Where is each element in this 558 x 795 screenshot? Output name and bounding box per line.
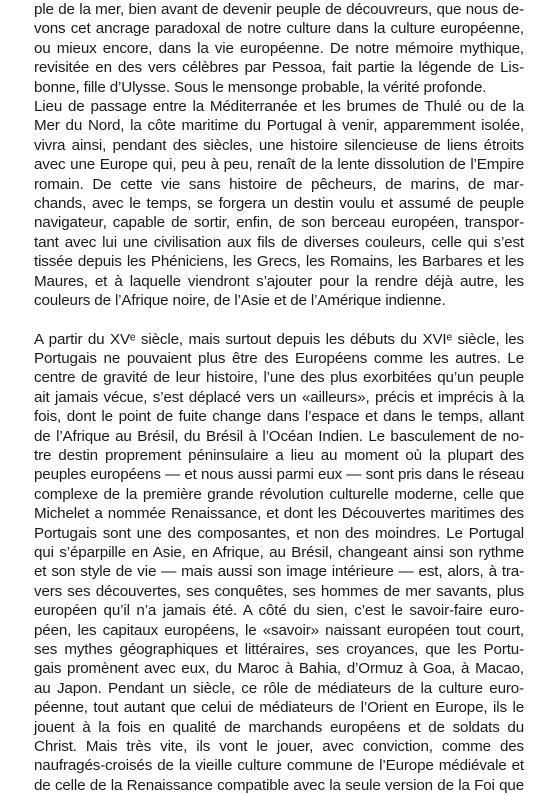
text-line: jouent à la fois en qualité de marchands européens et de soldats du: [34, 718, 524, 737]
text-line: Michelet a nommée Renaissance, et dont les Découvertes maritimes des: [34, 504, 524, 523]
text-line: gais promènent avec eux, du Maroc à Bahia, d’Ormuz à Goa, à Macao,: [34, 659, 524, 678]
text-line: complexe de la première grande révolution culturelle moderne, celle que: [34, 485, 524, 504]
text-line: péenne, tout autant que celui de médiateurs de l’Orient en Europe, ils le: [34, 698, 524, 717]
text-line: péen, les capitaux européens, le «savoir» naissant européen tout court,: [34, 621, 524, 640]
text-line: de l’Afrique au Brésil, du Brésil à l’Océan Indien. Le basculement de no-: [34, 427, 524, 446]
text-line: Mer du Nord, la côte maritime du Portugal à venir, apparemment isolée,: [34, 116, 524, 135]
text-line: bonne, fille d’Ulysse. Sous le mensonge probable, la vérité profonde.: [34, 78, 524, 97]
text-line: tre destin proprement péninsulaire a lieu au moment où la plupart des: [34, 446, 524, 465]
text-line: Portugais ne pouvaient plus être des Européens comme les autres. Le: [34, 349, 524, 368]
text-line: A partir du XVᵉ siècle, mais surtout depuis les débuts du XVIᵉ siècle, les: [34, 330, 524, 349]
text-line: peuples européens — et nous aussi parmi eux — sont pris dans le réseau: [34, 465, 524, 484]
text-line: au Japon. Pendant un siècle, ce rôle de médiateurs de la culture euro-: [34, 679, 524, 698]
text-line: Maures, et à laquelle viendront s’ajouter pour la rendre déjà autre, les: [34, 272, 524, 291]
text-line: revisitée en des vers célèbres par Pessoa, fait partie la légende de Lis-: [34, 58, 524, 77]
paragraph-1: [34, 0, 524, 311]
text-line: centre de gravité de leur histoire, l’une des plus exorbitées qu’un peuple: [34, 368, 524, 387]
text-line: couleurs de l’Afrique noire, de l’Asie et de l’Amérique indienne.: [34, 291, 524, 310]
text-line: navigateur, capable de sortir, enfin, de son berceau européen, transpor-: [34, 213, 524, 232]
text-line: fois, dont le point de fuite change dans l’espace et dans le temps, allant: [34, 407, 524, 426]
text-line: européen qu’il n’a jamais été. A côté du sien, c’est le savoir-faire euro-: [34, 601, 524, 620]
text-line: vons cet ancrage paradoxal de notre culture dans la culture européenne,: [34, 19, 524, 38]
document-page: [34, 0, 524, 795]
text-line: ses mythes géographiques et littéraires, ses croyances, que les Portu-: [34, 640, 524, 659]
text-line: ou mieux encore, dans la vie européenne. De notre mémoire mythique,: [34, 39, 524, 58]
text-line: vers ses découvertes, ses conquêtes, ses hommes de mer savants, plus: [34, 582, 524, 601]
text-line: Lieu de passage entre la Méditerranée et les brumes de Thulé ou de la: [34, 97, 524, 116]
text-line: romain. De cette vie sans histoire de pêcheurs, de marins, de mar-: [34, 175, 524, 194]
text-line: naufragés-croisés de la vieille culture commune de l’Europe médiévale et: [34, 756, 524, 775]
text-line: vivra ainsi, pendant des siècles, une histoire silencieuse de liens étroits: [34, 136, 524, 155]
text-line: avec une Europe qui, peu à peu, renaît de la lente dissolution de l’Empire: [34, 155, 524, 174]
text-line: tissée depuis les Phéniciens, les Grecs, les Romains, les Barbares et les: [34, 252, 524, 271]
text-line: tant avec lui une civilisation aux fils de diverses couleurs, celle qui s’est: [34, 233, 524, 252]
text-line: ait jamais vécue, s’est déplacé vers un «ailleurs», précis et imprécis à la: [34, 388, 524, 407]
paragraph-2: [34, 330, 524, 795]
text-line: ple de la mer, bien avant de devenir peuple de découvreurs, que nous de-: [34, 0, 524, 19]
text-line: qui s’éparpille en Asie, en Afrique, au Brésil, changeant ainsi son rythme: [34, 543, 524, 562]
text-line: et son style de vie — mais aussi son image intérieure — est, alors, à tra-: [34, 562, 524, 581]
text-line: de celle de la Renaissance compatible avec la seule version de la Foi que: [34, 776, 524, 795]
text-line: chands, avec le temps, se forgera un destin voulu et assumé de peuple: [34, 194, 524, 213]
text-line: Christ. Mais très vite, ils vont le jouer, avec conviction, comme des: [34, 737, 524, 756]
text-line: Portugais sont une des composantes, et non des moindres. Le Portugal: [34, 524, 524, 543]
